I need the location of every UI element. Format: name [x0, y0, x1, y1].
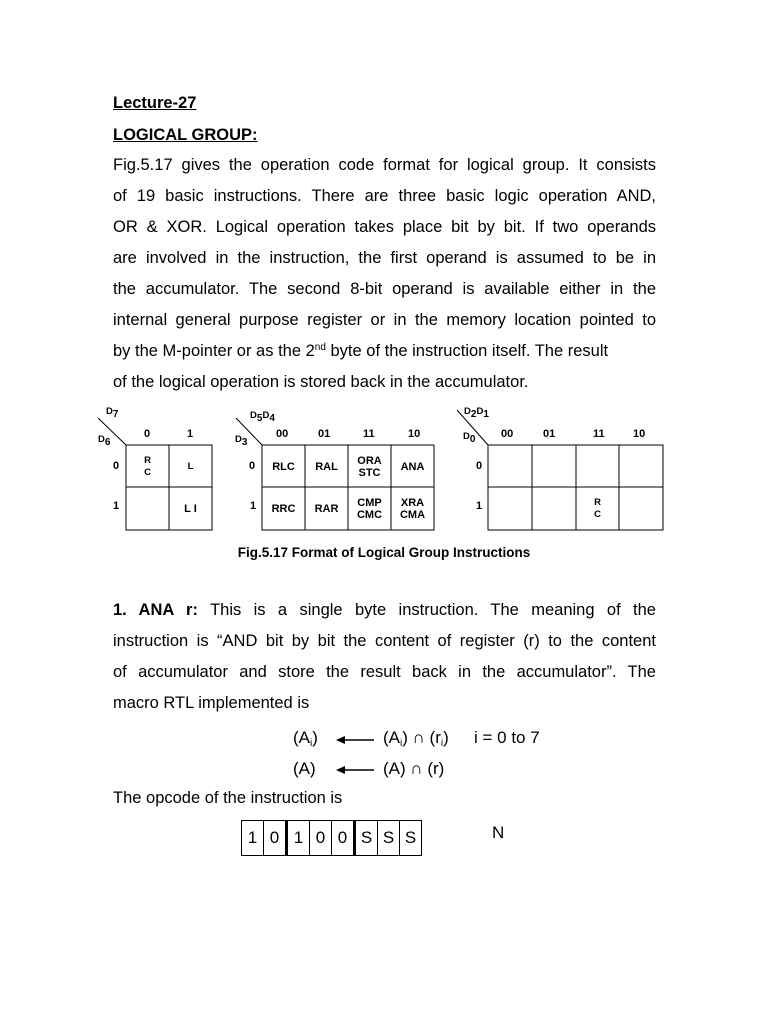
map2-cell: ORA STC	[357, 454, 382, 479]
rtl-line-1-lhs: $(A_i)$	[293, 728, 318, 749]
opcode-label: The opcode of the instruction is	[113, 789, 343, 807]
opcode-bit: 1	[288, 821, 310, 855]
map2-col-label: 01	[318, 428, 331, 440]
map1-top-variable: $D_7$	[106, 406, 119, 420]
rtl-line-1-range: i = 0 to 7	[474, 728, 540, 747]
map2-col-label: 00	[276, 428, 289, 440]
left-arrow-icon	[336, 733, 376, 747]
ana-paragraph	[113, 595, 656, 719]
map2-cell: RLC	[272, 460, 295, 473]
text-line: the accumulator. The second 8-bit operand is available either in the	[113, 280, 656, 298]
map1-cell: L	[187, 460, 194, 472]
text-line: Fig.5.17 gives the operation code format for logical group. It consists	[113, 156, 656, 174]
opcode-bit: 0	[332, 821, 356, 855]
map1-row-label: 1	[113, 500, 120, 512]
opcode-bit: 0	[264, 821, 288, 855]
text-line: of the logical operation is stored back in the accumulator.	[113, 373, 529, 391]
map2-cell: ANA	[400, 460, 425, 473]
opcode-bit: S	[356, 821, 378, 855]
map1-cell	[126, 488, 169, 530]
map2-cell: RRC	[271, 503, 296, 515]
rtl-line-2-rhs: (A) ∩ (r)	[383, 759, 445, 778]
instruction-title: 1. ANA r:	[113, 601, 198, 619]
map2-col-label: 10	[408, 428, 421, 440]
map2-row-label: 0	[249, 460, 256, 472]
opcode-suffix: N	[492, 823, 505, 842]
opcode-bit: 1	[242, 821, 264, 855]
text-line: by the M-pointer or as the 2nd byte of the instruction itself. The result	[113, 342, 609, 360]
rtl-line-1-rhs: $(A_i)$ ∩ $(r_i)$	[383, 728, 449, 749]
text-line: macro RTL implemented is	[113, 694, 310, 712]
map1-cell: R C	[144, 454, 151, 478]
opcode-label-line	[113, 783, 656, 814]
map2-col-label: 11	[363, 428, 375, 440]
map3-cell: R C	[594, 497, 601, 520]
text-line: of 19 basic instructions. There are three basic logic operation AND,	[113, 187, 656, 205]
map2-top-variable: $D_5D_4$	[250, 410, 275, 424]
lecture-heading: Lecture-27	[113, 94, 197, 112]
map3-col-label: 11	[593, 428, 605, 440]
text-line: instruction is “AND bit by bit the content of register (r) to the content	[113, 632, 656, 650]
map2-cell: RAR	[314, 503, 339, 515]
map3-left-variable: $D_0$	[463, 431, 476, 445]
opcode-bit-table	[241, 820, 422, 856]
map2-row-label: 1	[250, 500, 257, 512]
figure-caption: Fig.5.17 Format of Logical Group Instructions	[237, 545, 531, 560]
text-line: of accumulator and store the result back in the accumulator”. The	[113, 663, 656, 681]
map3-col-label: 01	[543, 428, 556, 440]
section-heading: LOGICAL GROUP:	[113, 126, 258, 144]
rtl-line-2-lhs: (A)	[293, 759, 316, 778]
map1-col-label: 1	[187, 428, 194, 440]
text-line: 1. ANA r: This is a single byte instruction. The meaning of the	[113, 601, 656, 619]
text-line: are involved in the instruction, the first operand is assumed to be in	[113, 249, 656, 267]
opcode-bit: 0	[310, 821, 332, 855]
map2-cell: CMP CMC	[356, 497, 383, 521]
map2-cell: RAL	[315, 460, 338, 473]
text-line: OR & XOR. Logical operation takes place bit by bit. If two operands	[113, 218, 656, 236]
left-arrow-icon	[336, 763, 376, 777]
map3-row-label: 1	[476, 500, 483, 512]
map2-left-variable: $D_3$	[235, 434, 248, 448]
text-line: internal general purpose register or in the memory location pointed to	[113, 311, 656, 329]
opcode-bit: S	[404, 828, 417, 847]
map1-row-label: 0	[113, 460, 120, 472]
map3-col-label: 10	[633, 428, 646, 440]
map1-col-label: 0	[144, 428, 151, 440]
map1-left-variable: $D_6$	[98, 434, 111, 448]
map3-col-label: 00	[501, 428, 514, 440]
opcode-bit: S	[378, 821, 400, 855]
map2-cell: XRA CMA	[399, 497, 426, 521]
map1-cell: L I	[184, 503, 197, 515]
map3-row-label: 0	[476, 460, 483, 472]
map3-top-variable: $D_2D_1$	[464, 406, 489, 420]
